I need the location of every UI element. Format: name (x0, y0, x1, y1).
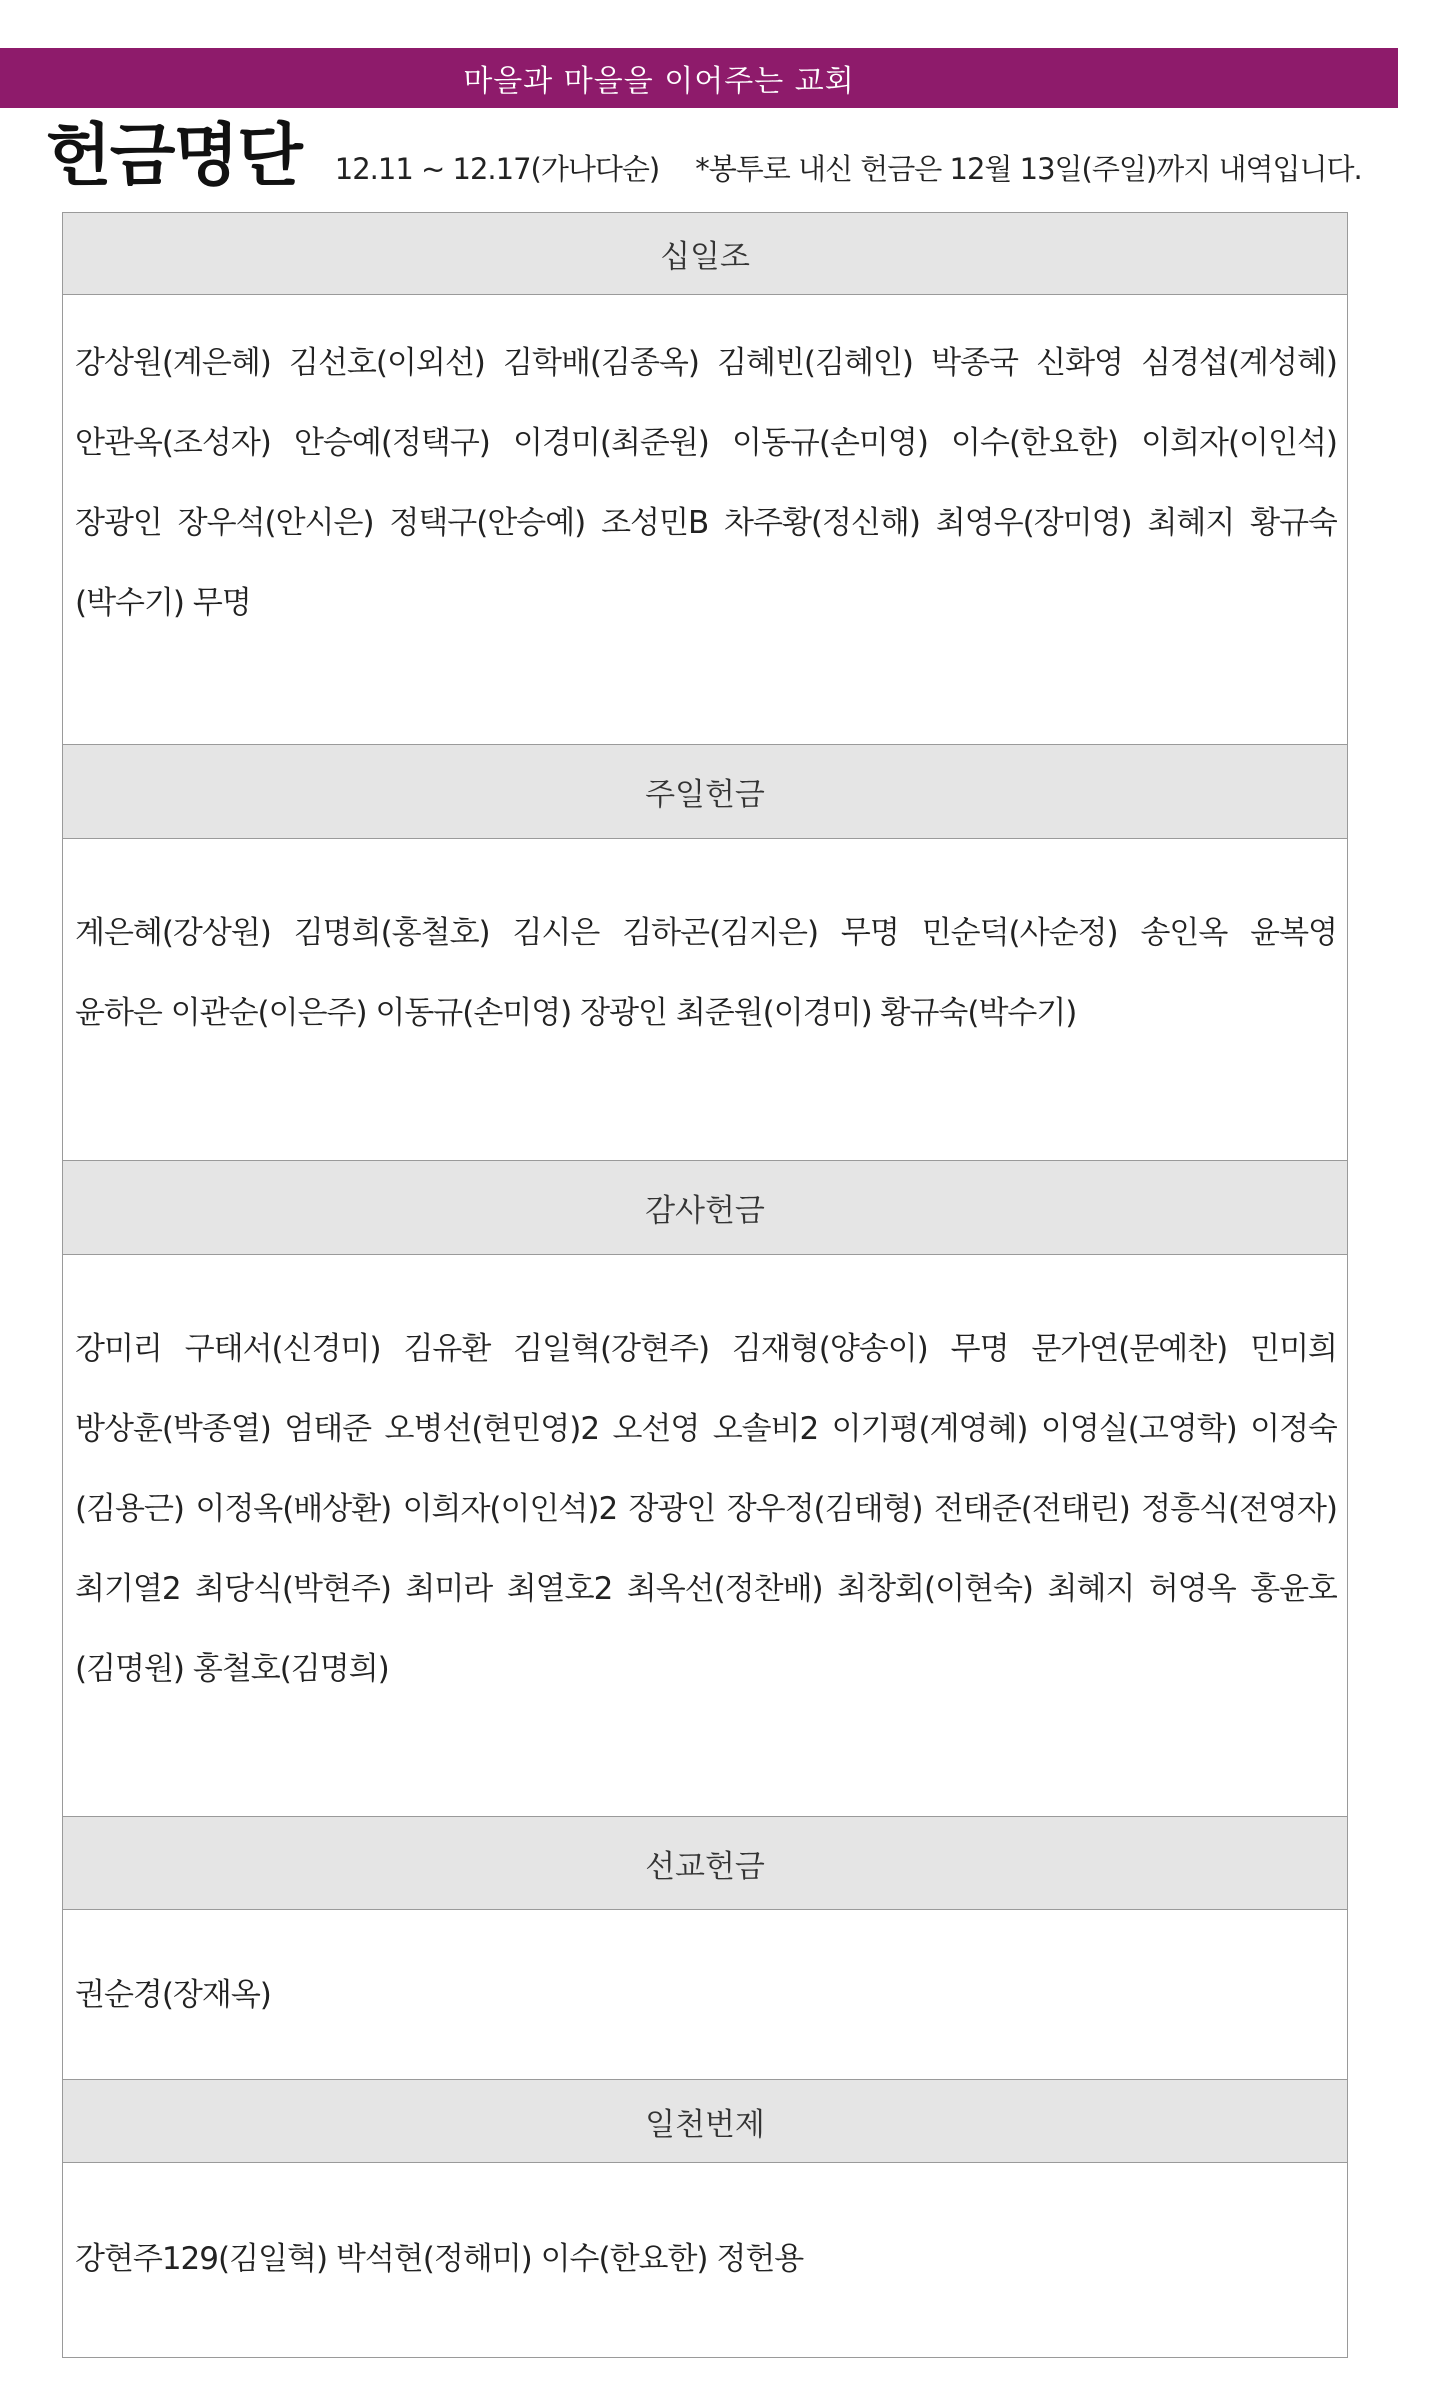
name-line: 장광인 장우석(안시은) 정택구(안승예) 조성민B 차주황(정신해) 최영우(장미영) 최혜지 황규숙 (75, 505, 1337, 541)
name-line: 윤하은 이관순(이은주) 이동규(손미영) 장광인 최준원(이경미) 황규숙(박수기) (75, 995, 1077, 1031)
name-line: 계은혜(강상원) 김명희(홍철호) 김시은 김하곤(김지은) 무명 민순덕(사순정) 송인옥 윤복영 (75, 915, 1337, 951)
name-line: 강현주129(김일혁) 박석현(정해미) 이수(한요한) 정헌용 (75, 2241, 804, 2277)
section-body-tithe (63, 295, 1347, 745)
envelope-note: *봉투로 내신 헌금은 12월 13일(주일)까지 내역입니다. (695, 152, 1362, 186)
name-line: 방상훈(박종열) 엄태준 오병선(현민영)2 오선영 오솔비2 이기평(계영혜) 이영실(고영학) 이정숙 (75, 1411, 1337, 1447)
name-line: (김명원) 홍철호(김명희) (75, 1651, 389, 1687)
date-range: 12.11 ~ 12.17(가나다순) (334, 152, 660, 186)
name-line: 강미리 구태서(신경미) 김유환 김일혁(강현주) 김재형(양송이) 무명 문가연(문예찬) 민미희 (75, 1331, 1337, 1367)
name-line: (김용근) 이정옥(배상환) 이희자(이인석)2 장광인 장우정(김태형) 전태준(전태린) 정흥식(전영자) (75, 1491, 1337, 1527)
section-body-mission (63, 1910, 1347, 2080)
section-header-mission: 선교헌금 (63, 1817, 1347, 1910)
church-banner (0, 48, 1398, 108)
section-body-sunday (63, 839, 1347, 1161)
title-row (46, 102, 1406, 202)
name-line: (박수기) 무명 (75, 585, 251, 621)
page-title: 헌금명단 (46, 116, 301, 196)
name-line: 권순경(장재옥) (75, 1977, 271, 2013)
section-header-thanks: 감사헌금 (63, 1161, 1347, 1255)
section-header-sunday: 주일헌금 (63, 745, 1347, 839)
section-body-thousand (63, 2163, 1347, 2357)
offering-table (62, 212, 1348, 2358)
section-header-thousand: 일천번제 (63, 2080, 1347, 2163)
name-line: 강상원(계은혜) 김선호(이외선) 김학배(김종옥) 김혜빈(김혜인) 박종국 신화영 심경섭(계성혜) (75, 345, 1337, 381)
name-line: 최기열2 최당식(박현주) 최미라 최열호2 최옥선(정찬배) 최창회(이현숙) 최혜지 허영옥 홍윤호 (75, 1571, 1337, 1607)
banner-text: 마을과 마을을 이어주는 교회 (463, 64, 855, 99)
name-line: 안관옥(조성자) 안승예(정택구) 이경미(최준원) 이동규(손미영) 이수(한요한) 이희자(이인석) (75, 425, 1337, 461)
section-header-tithe: 십일조 (63, 213, 1347, 295)
section-body-thanks (63, 1255, 1347, 1817)
